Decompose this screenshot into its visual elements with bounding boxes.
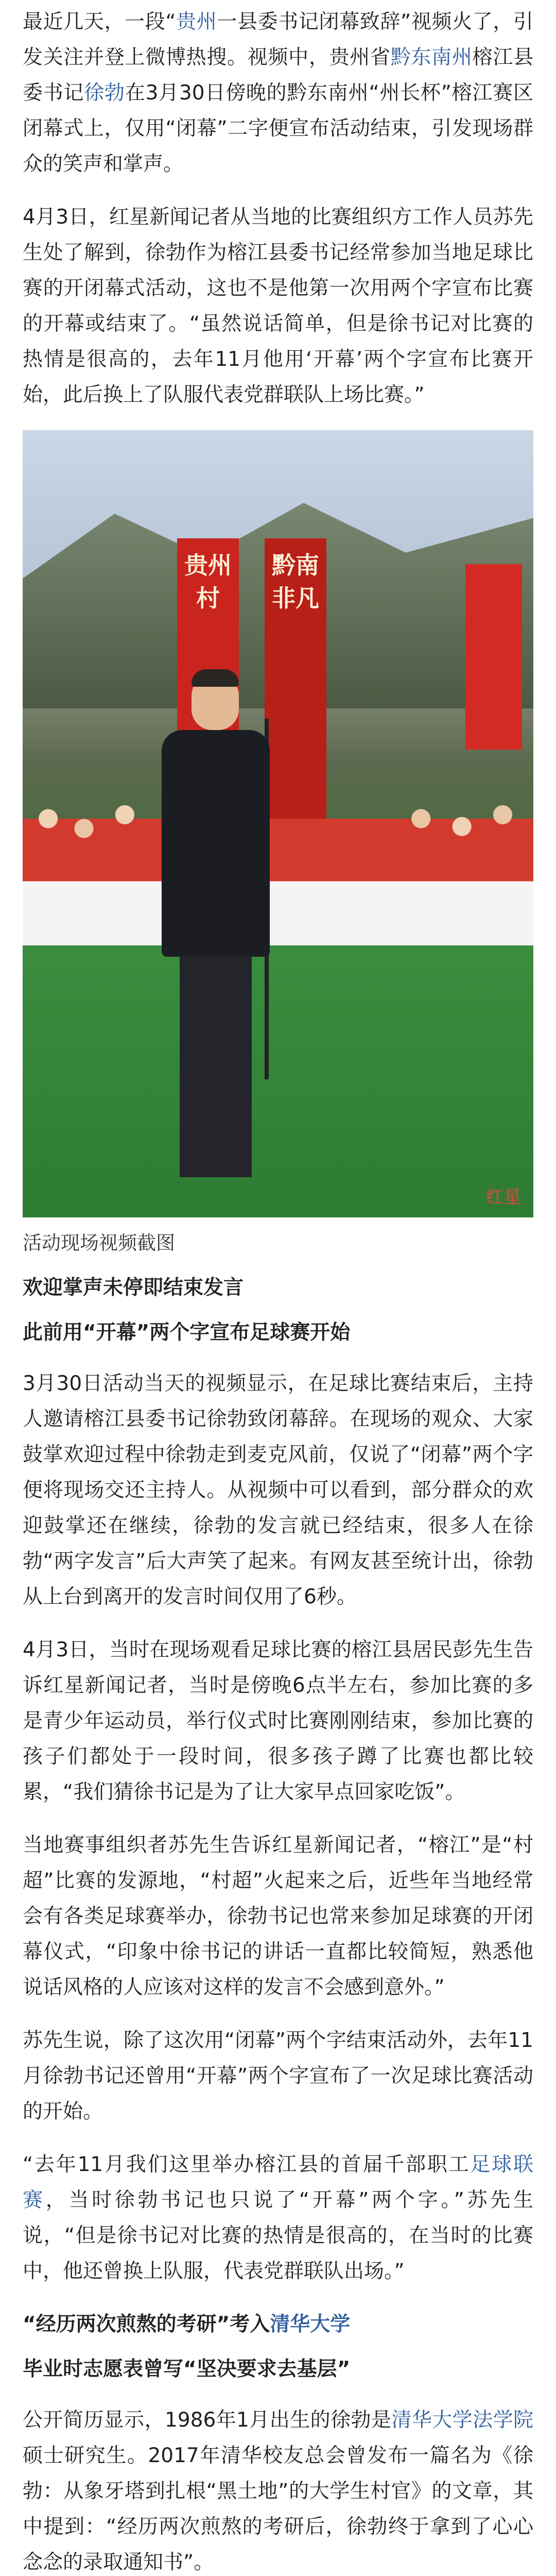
- section-heading-3: [23, 2307, 533, 2342]
- speaker-figure: [151, 672, 280, 1188]
- paragraph-4: 4月3日，当时在现场观看足球比赛的榕江县居民彭先生告诉红星新闻记者，当时是傍晚6点半左右，参加比赛的多是青少年运动员，举行仪式时比赛刚刚结束，参加比赛的孩子们都处于一段时间，很多孩子蹲了比赛也都比较累，“我们猜徐书记是为了让大家早点回家吃饭”。: [23, 1638, 533, 1804]
- paragraph-1: [23, 4, 533, 182]
- paragraph-6: 苏先生说，除了这次用“闭幕”两个字结束活动外，去年11月徐勃书记还曾用“开幕”两个字宣布了一次足球比赛活动的开始。: [23, 2029, 533, 2123]
- link-football-league[interactable]: 足球联赛: [23, 2153, 533, 2212]
- text: ，当时徐勃书记也只说了“开幕”两个字。”苏先生说，“但是徐书记对比赛的热情是很高的，在当时的比赛中，他还曾换上队服，代表党群联队出场。”: [23, 2189, 533, 2283]
- paragraph-8: [23, 2402, 533, 2576]
- banner-right-text: 黔南非凡: [272, 551, 319, 612]
- text: 在3月30日傍晚的黔东南州“州长杯”榕江赛区闭幕式上，仅用“闭幕”二字便宣布活动结束，引发现场群众的笑声和掌声。: [23, 81, 533, 176]
- text: 公开简历显示，1986年1月出生的徐勃是: [23, 2409, 392, 2432]
- text: 一县委书记闭幕致辞”视频火了，引发关注并登上微博热搜。视频中，贵州省: [23, 10, 533, 69]
- text: “去年11月我们这里举办榕江县的首届千部职工: [23, 2153, 471, 2176]
- photo-watermark: 红星: [486, 1187, 521, 1208]
- paragraph-2: [23, 199, 533, 413]
- link-tsinghua[interactable]: 清华大学: [270, 2313, 351, 2336]
- text: 硕士研究生。2017年清华校友总会曾发布一篇名为《徐勃：从象牙塔到扎根“黑土地”的大学生村官》的文章，其中提到：“经历两次煎熬的考研后，徐勃终于拿到了心心念念的录取通知书”。: [23, 2444, 533, 2574]
- text: “经历两次煎熬的考研”考入: [23, 2313, 270, 2336]
- paragraph-3: 3月30日活动当天的视频显示，在足球比赛结束后，主持人邀请榕江县委书记徐勃致闭幕辞。在现场的观众、大家鼓掌欢迎过程中徐勃走到麦克风前，仅说了“闭幕”两个字便将现场交还主持人。从视频中可以看到，部分群众的欢迎鼓掌还在继续，徐勃的发言就已经结束，很多人在徐勃“两字发言”后大声笑了起来。有网友甚至统计出，徐勃从上台到离开的发言时间仅用了6秒。: [23, 1372, 533, 1608]
- event-photo[interactable]: [23, 430, 533, 1217]
- paragraph-5: 当地赛事组织者苏先生告诉红星新闻记者，“榕江”是“村超”比赛的发源地，“村超”火起来之后，近些年当地经常会有各类足球赛举办，徐勃书记也常来参加足球赛的开闭幕仪式，“印象中徐书记的讲话一直都比较简短，熟悉他说话风格的人应该对这样的发言不会感到意外。”: [23, 1834, 533, 1999]
- text: 最近几天，一段“: [23, 10, 176, 33]
- link-tsinghua-law[interactable]: 清华大学法学院: [391, 2409, 533, 2432]
- section-heading-2: 此前用“开幕”两个字宣布足球赛开始: [23, 1321, 351, 1344]
- speaker-torso: [162, 730, 270, 957]
- text: 榕江县委书记: [23, 46, 533, 105]
- photo-caption: 活动现场视频截图: [23, 1232, 175, 1254]
- red-flag: [465, 564, 522, 750]
- paragraph-7: [23, 2147, 533, 2289]
- section-heading-1: 欢迎掌声未停即结束发言: [23, 1276, 244, 1299]
- speaker-legs: [180, 951, 252, 1177]
- link-xubo[interactable]: 徐勃: [84, 81, 125, 105]
- section-heading-4: 毕业时志愿表曾写“坚决要求去基层”: [23, 2358, 351, 2381]
- speaker-hair: [192, 669, 239, 687]
- link-guizhou[interactable]: 贵州: [176, 10, 217, 33]
- link-qiandongnan[interactable]: 黔东南州: [390, 46, 473, 69]
- text: 4月3日，红星新闻记者从当地的比赛组织方工作人员苏先生处了解到，徐勃作为榕江县委书记经常参加当地足球比赛的开闭幕式活动，这也不是他第一次用两个字宣布比赛的开幕或结束了。“虽然说话简单，但是徐书记对比赛的热情是很高的，去年11月他用‘开幕’两个字宣布比赛开始，此后换上了队服代表党群联队上场比赛。”: [23, 206, 533, 406]
- banner-left-text: 贵州村: [184, 551, 232, 612]
